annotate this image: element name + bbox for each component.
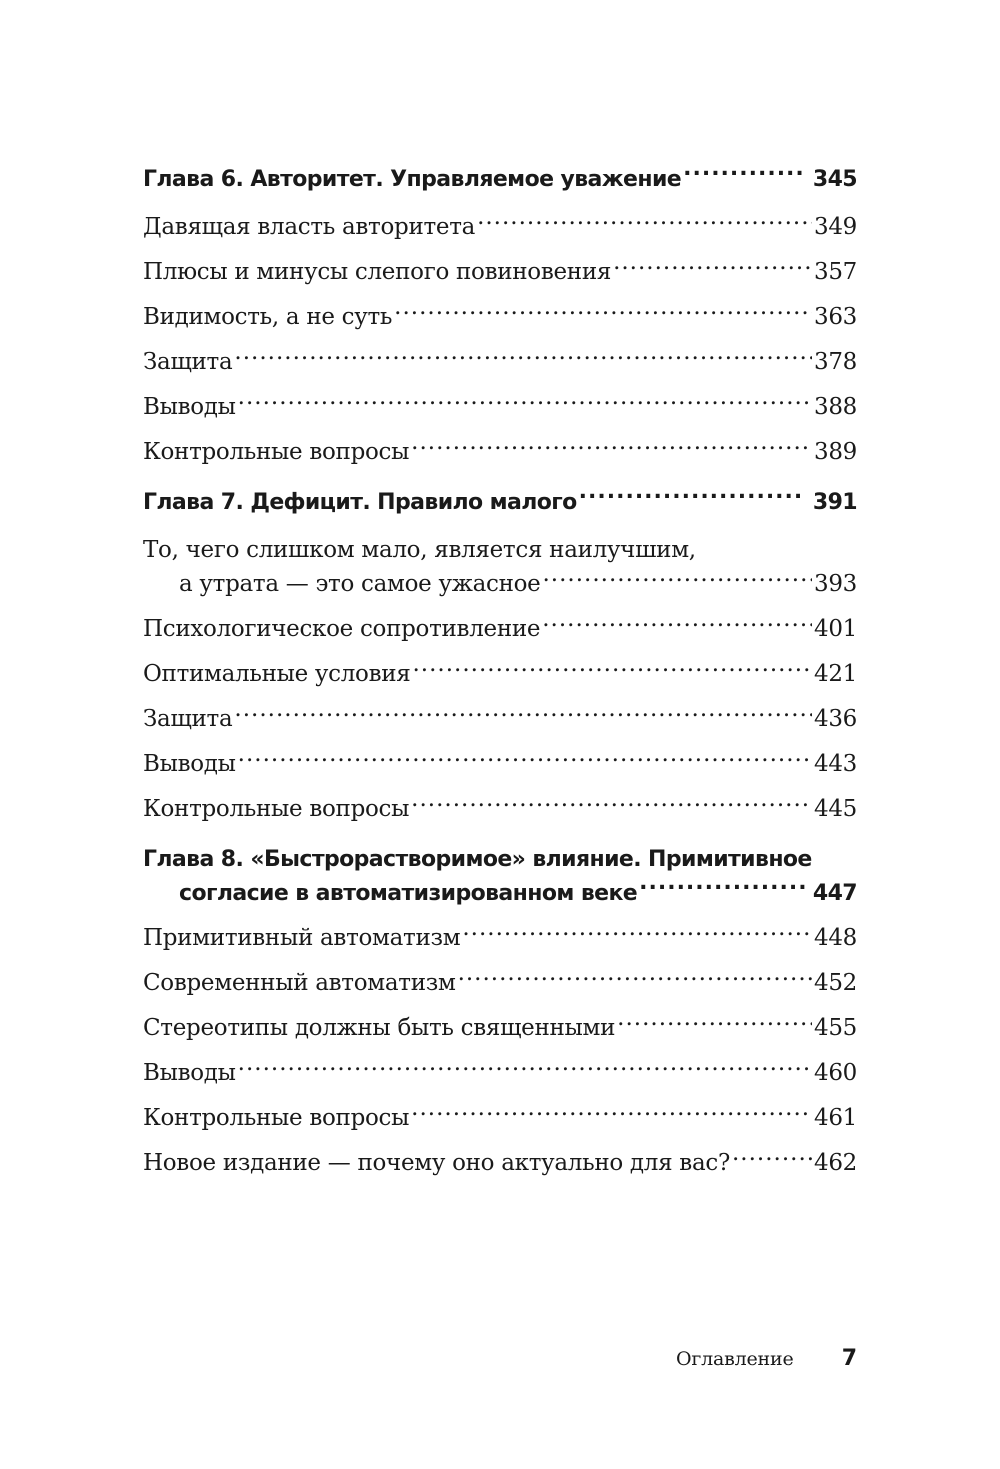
dot-leader [238,1057,812,1080]
entry-title: Защита [143,706,233,732]
entry-title: Выводы [143,1060,236,1086]
page-number: 447 [812,881,857,906]
chapter-title: Глава 6. Авторитет. Управляемое уважение [143,167,682,192]
toc-entry[interactable] [143,921,857,955]
dot-leader [234,346,812,369]
page-number: 445 [814,796,857,822]
page-number: 388 [814,394,857,420]
entry-title: Психологическое сопротивление [143,616,541,642]
page-number: 455 [814,1015,857,1041]
page-number: 378 [814,349,857,375]
dot-leader [613,256,812,279]
dot-leader [462,922,812,945]
dot-leader [579,487,805,509]
page-number: 452 [814,970,857,996]
toc-entry[interactable] [143,1146,857,1180]
page-number: 421 [814,661,857,687]
toc-entry[interactable] [143,792,857,826]
page-number: 357 [814,259,857,285]
entry-title: Видимость, а не суть [143,304,393,330]
page-number: 462 [814,1150,857,1176]
page-number: 363 [814,304,857,330]
toc-entry[interactable] [143,345,857,379]
page-footer [676,1346,857,1371]
entry-title: Стереотипы должны быть священными [143,1015,616,1041]
dot-leader [617,1012,812,1035]
page-number: 460 [814,1060,857,1086]
toc-entry[interactable] [143,300,857,334]
toc-entry[interactable] [143,1101,857,1135]
running-footer-section: Оглавление [676,1348,794,1370]
page-number: 436 [814,706,857,732]
entry-title: Давящая власть авторитета [143,214,476,240]
entry-title: Контрольные вопросы [143,439,410,465]
chapter-title-continued: согласие в автоматизированном веке [179,881,638,906]
entry-title: Новое издание — почему оно актуально для вас? [143,1150,730,1176]
dot-leader [542,568,812,591]
toc-entry[interactable] [143,210,857,244]
chapter-title: Глава 7. Дефицит. Правило малого [143,490,577,515]
toc-entry[interactable] [143,1011,857,1045]
page-number: 389 [814,439,857,465]
entry-title: Выводы [143,394,236,420]
chapter-6-heading[interactable] [143,163,857,197]
dot-leader [411,793,812,816]
dot-leader [234,703,812,726]
dot-leader [732,1147,812,1170]
page-number: 461 [814,1105,857,1131]
toc-entry[interactable] [143,657,857,691]
dot-leader [411,436,812,459]
dot-leader [411,1102,812,1125]
toc-entry[interactable] [143,966,857,1000]
dot-leader [639,878,805,900]
dot-leader [238,391,812,414]
dot-leader [413,658,813,681]
entry-title-continued: а утрата — это самое ужасное [179,571,541,597]
page-number: 448 [814,925,857,951]
page-number: 391 [812,490,857,515]
entry-title: Оптимальные условия [143,661,411,687]
dot-leader [394,301,812,324]
dot-leader [238,748,812,771]
entry-title: Контрольные вопросы [143,796,410,822]
dot-leader [458,967,812,990]
chapter-8-heading[interactable] [143,843,857,911]
page-number: 401 [814,616,857,642]
page-number: 393 [814,571,857,597]
entry-title: Примитивный автоматизм [143,925,461,951]
toc-entry[interactable] [143,612,857,646]
chapter-title: Глава 8. «Быстрорастворимое» влияние. Примитивное [143,847,812,872]
entry-title: Защита [143,349,233,375]
toc-entry[interactable] [143,747,857,781]
toc-entry[interactable] [143,702,857,736]
chapter-7-heading[interactable] [143,486,857,520]
dot-leader [477,211,812,234]
toc-entry[interactable] [143,390,857,424]
entry-title: Плюсы и минусы слепого повиновения [143,259,612,285]
page-number: 443 [814,751,857,777]
entry-title: Выводы [143,751,236,777]
page-number: 349 [814,214,857,240]
entry-title: То, чего слишком мало, является наилучшим, [143,537,696,563]
toc-entry[interactable] [143,1056,857,1090]
page-number: 345 [812,167,857,192]
toc-entry[interactable] [143,435,857,469]
entry-title: Контрольные вопросы [143,1105,410,1131]
dot-leader [683,164,805,186]
folio-page-number: 7 [841,1346,857,1371]
toc-entry[interactable] [143,533,857,601]
entry-title: Современный автоматизм [143,970,456,996]
table-of-contents [143,163,857,1191]
dot-leader [542,613,812,636]
toc-entry[interactable] [143,255,857,289]
